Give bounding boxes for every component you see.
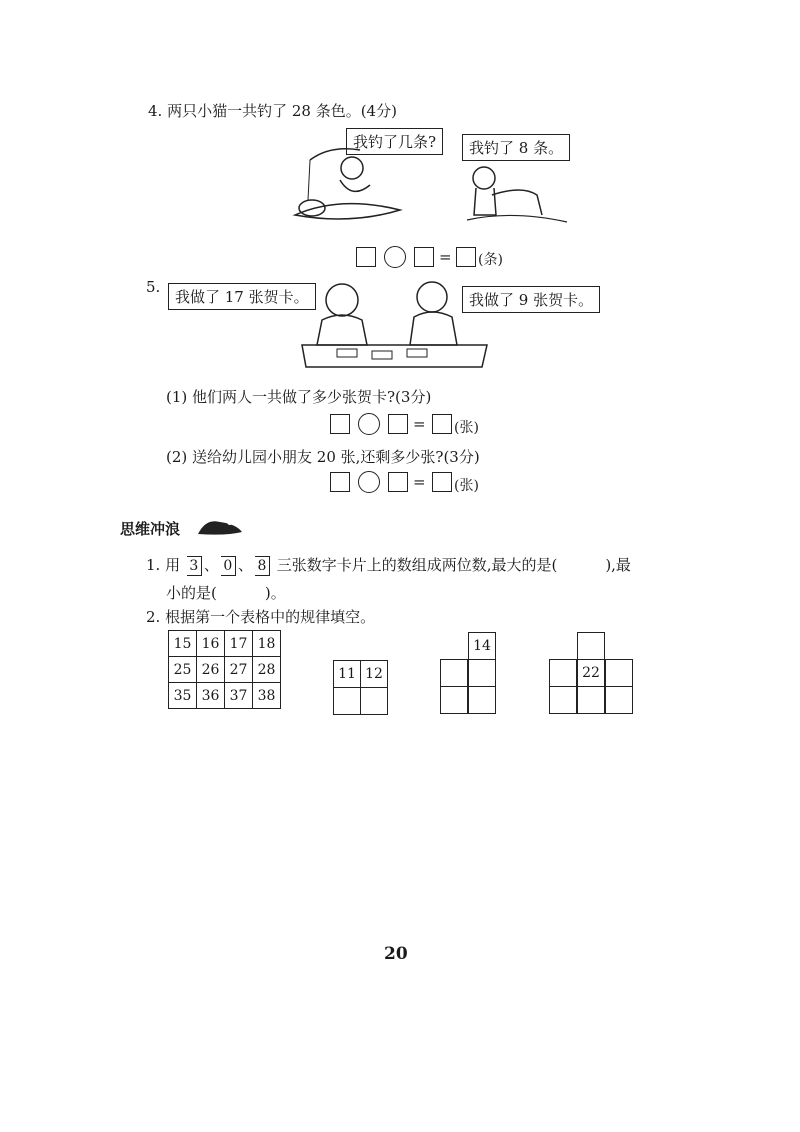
q4-speech-bubble-left: 我钓了几条? xyxy=(346,128,443,155)
q4-answer-box-2[interactable] xyxy=(414,247,434,267)
table-cell: 36 xyxy=(197,683,225,709)
table-cell: 25 xyxy=(169,657,197,683)
digit-card-1: 3 xyxy=(187,556,202,576)
q4-unit: (条) xyxy=(478,252,503,268)
fishing-cat-illustration xyxy=(290,140,410,230)
fig3-blank-cell[interactable] xyxy=(468,659,496,687)
q5-sub1-operator-circle[interactable] xyxy=(358,413,380,435)
table-row xyxy=(169,631,281,657)
q5-number: 5. xyxy=(146,278,161,296)
sitting-cat-illustration xyxy=(462,160,572,230)
table-cell: 37 xyxy=(225,683,253,709)
page-number: 20 xyxy=(384,944,408,964)
fig2-blank-cell[interactable] xyxy=(360,687,388,715)
q5-speech-bubble-boy: 我做了 9 张贺卡。 xyxy=(462,286,600,313)
q5-sub2-answer-box-result[interactable] xyxy=(432,472,452,492)
q5-sub2-answer-box-1[interactable] xyxy=(330,472,350,492)
fig4-blank-cell[interactable] xyxy=(549,659,577,687)
q5-sub2-equals-sign: = xyxy=(413,473,426,491)
table-cell: 16 xyxy=(197,631,225,657)
fig2-blank-cell[interactable] xyxy=(333,687,361,715)
q5-sub1-answer-box-2[interactable] xyxy=(388,414,408,434)
q5-sub1-equals-sign: = xyxy=(413,415,426,433)
q4-answer-box-1[interactable] xyxy=(356,247,376,267)
fig4-blank-cell[interactable] xyxy=(605,659,633,687)
fig3-blank-cell[interactable] xyxy=(468,686,496,714)
digit-card-2: 0 xyxy=(221,556,236,576)
table-cell: 15 xyxy=(169,631,197,657)
fig3-blank-cell[interactable] xyxy=(440,686,468,714)
q5-speech-bubble-girl: 我做了 17 张贺卡。 xyxy=(168,283,316,310)
fig2-cell-11: 11 xyxy=(333,660,361,688)
q5-sub1-question: (1) 他们两人一共做了多少张贺卡?(3分) xyxy=(166,388,432,406)
separator: 、 xyxy=(203,556,219,574)
fig4-blank-cell[interactable] xyxy=(605,686,633,714)
q5-sub2-unit: (张) xyxy=(454,478,479,494)
q5-sub1-answer-box-result[interactable] xyxy=(432,414,452,434)
s1-line2 xyxy=(166,582,286,603)
s1-line1 xyxy=(146,554,631,576)
s1-line2-start: 小的是( xyxy=(166,584,217,602)
table-cell: 28 xyxy=(253,657,281,683)
table-cell: 35 xyxy=(169,683,197,709)
q4-speech-bubble-right: 我钓了 8 条。 xyxy=(462,134,570,161)
fig3-cell-14: 14 xyxy=(468,632,496,660)
table-cell: 38 xyxy=(253,683,281,709)
table-cell: 17 xyxy=(225,631,253,657)
s1-prefix: 1. 用 xyxy=(146,556,181,574)
q4-answer-box-result[interactable] xyxy=(456,247,476,267)
q4-title: 4. 两只小猫一共钓了 28 条色。(4分) xyxy=(148,102,397,120)
fig4-blank-cell[interactable] xyxy=(549,686,577,714)
number-table xyxy=(168,630,281,709)
section-title: 思维冲浪 xyxy=(120,520,181,538)
table-row xyxy=(169,657,281,683)
digit-card-3: 8 xyxy=(255,556,270,576)
table-cell: 26 xyxy=(197,657,225,683)
q5-sub2-answer-box-2[interactable] xyxy=(388,472,408,492)
s1-line2-end: )。 xyxy=(264,584,286,602)
q5-sub2-question: (2) 送给幼儿园小朋友 20 张,还剩多少张?(3分) xyxy=(166,448,480,466)
separator: 、 xyxy=(237,556,253,574)
fig4-cell-22: 22 xyxy=(577,659,605,687)
q5-sub2-operator-circle[interactable] xyxy=(358,471,380,493)
q5-sub1-unit: (张) xyxy=(454,420,479,436)
q5-sub1-answer-box-1[interactable] xyxy=(330,414,350,434)
fig4-blank-cell[interactable] xyxy=(577,632,605,660)
wave-surfer-icon xyxy=(196,514,244,538)
children-making-cards-illustration xyxy=(292,275,492,375)
s1-end: ),最 xyxy=(605,556,631,574)
q4-operator-circle[interactable] xyxy=(384,246,406,268)
fig3-blank-cell[interactable] xyxy=(440,659,468,687)
table-row xyxy=(169,683,281,709)
fig4-blank-cell[interactable] xyxy=(577,686,605,714)
s2-title: 2. 根据第一个表格中的规律填空。 xyxy=(146,608,376,626)
q4-equals-sign: = xyxy=(439,248,452,266)
table-cell: 27 xyxy=(225,657,253,683)
table-cell: 18 xyxy=(253,631,281,657)
fig2-cell-12: 12 xyxy=(360,660,388,688)
s1-middle: 三张数字卡片上的数组成两位数,最大的是( xyxy=(276,556,558,574)
